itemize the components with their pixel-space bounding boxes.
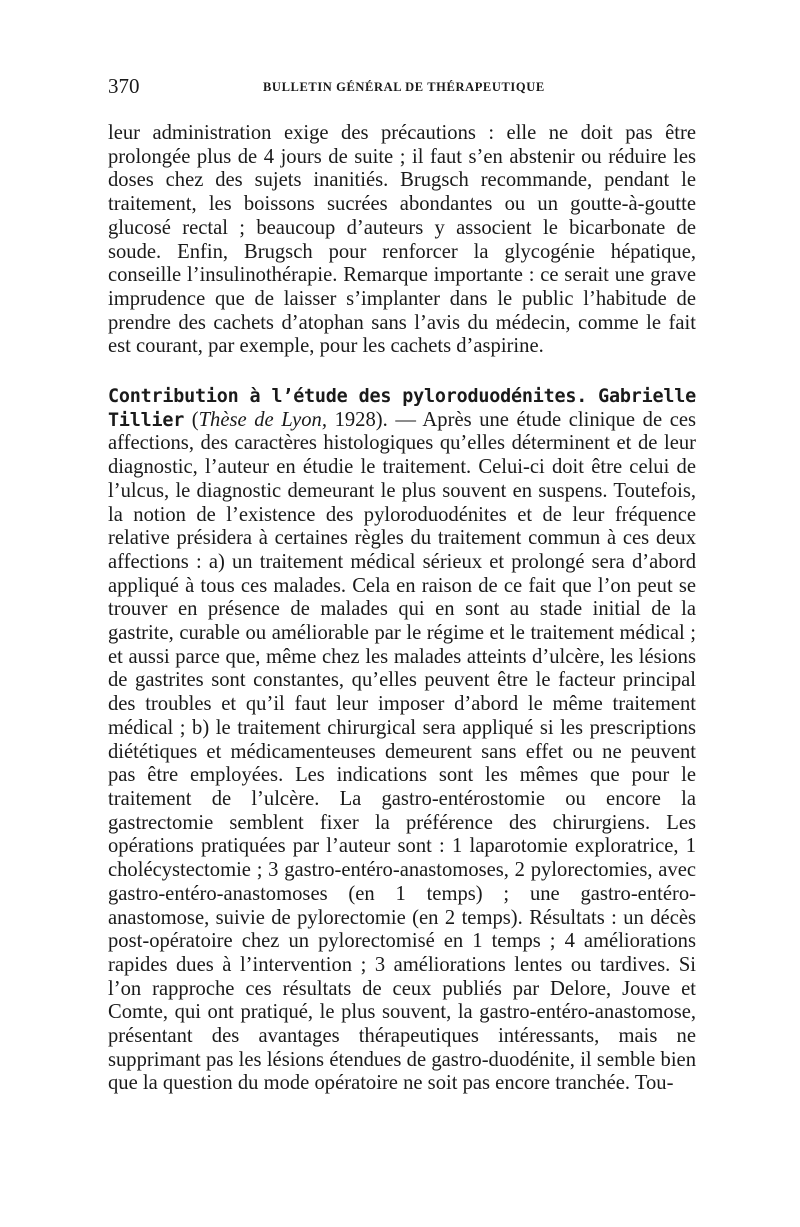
reference-close: 1928). (326, 408, 388, 431)
page-number: 370 (108, 74, 140, 98)
paragraph-pyloroduodenites (108, 385, 696, 1096)
article-body: — Après une étude clinique de ces affections, des caractères histologiques qu’elles déterminent et de leur diagnostic, l’auteur en étudie le traitement. Celui-ci doit être celui de l’ulcus, le diagnostic demeurant le plus souvent en suspens. Toutefois, la notion de l’existence des pyloroduodénites et de leur fréquence relative présidera à certaines règles du traitement commun à ces deux affections : a) un traitement médical sérieux et prolongé sera d’abord appliqué à tous ces malades. Cela en raison de ce fait que l’on peut se trouver en présence de malades qui en sont au stade initial de la gastrite, curable ou améliorable par le régime et le traitement médical ; et aussi parce que, même chez les malades atteints d’ulcère, les lésions de gastrites sont constantes, qu’elles peuvent être le facteur principal des troubles et qu’il faut leur imposer d’abord le même traitement médical ; b) le traitement chirurgical sera appliqué si les prescriptions diététiques et médicamenteuses demeurent sans effet ou ne peuvent pas être employées. Les indications sont les mêmes que pour le traitement de l’ulcère. La gastro-entérostomie ou encore la gastrectomie semblent fixer la préférence des chirurgiens. Les opérations pratiquées par l’auteur sont : 1 laparotomie exploratrice, 1 cholécystectomie ; 3 gastro-entéro-anastomoses, 2 pylorectomies, avec gastro-entéro-anastomoses (en 1 temps) ; une gastro-entéro-anastomose, suivie de pylorectomie (en 2 temps). Résultats : un décès post-opératoire chez un pylorectomisé en 1 temps ; 4 améliorations rapides dues à l’intervention ; 3 améliorations lentes ou tardives. Si l’on rapproche ces résultats de ceux publiés par Delore, Jouve et Comte, qui ont pratiqué, le plus souvent, la gastro-entéro-anastomose, présentant des avantages thérapeutiques intéressants, mais ne supprimant pas les lésions étendues de gastro-duodénite, il semble bien que la question du mode opératoire ne soit pas encore tranchée. Tou- (108, 408, 697, 1095)
body-text (108, 122, 696, 1096)
book-page (108, 70, 696, 1096)
running-title: BULLETIN GÉNÉRAL DE THÉRAPEUTIQUE (263, 80, 545, 94)
paragraph-atophan: leur administration exige des précautions : elle ne doit pas être prolongée plus de 4 jours de suite ; il faut s’en abstenir ou réduire les doses chez des sujets inanitiés. Brugsch recommande, pendant le traitement, les boissons sucrées abondantes ou un goutte-à-goutte glucosé rectal ; beaucoup d’auteurs y associent le bicarbonate de soude. Enfin, Brugsch pour renforcer la glycogénie hépatique, conseille l’insulinothérapie. Remarque importante : ce serait une grave imprudence que de laisser s’implanter dans le public l’habitude de prendre des cachets d’atophan sans l’avis du médecin, comme le fait est courant, par exemple, pour les cachets d’aspirine. (108, 122, 696, 358)
article-title: Contribution à l’étude des pyloroduodénites. Gabrielle Tillier (108, 386, 696, 431)
thesis-reference: Thèse de Lyon, (198, 408, 327, 431)
reference-open: ( (184, 408, 199, 431)
page-header (108, 70, 696, 100)
